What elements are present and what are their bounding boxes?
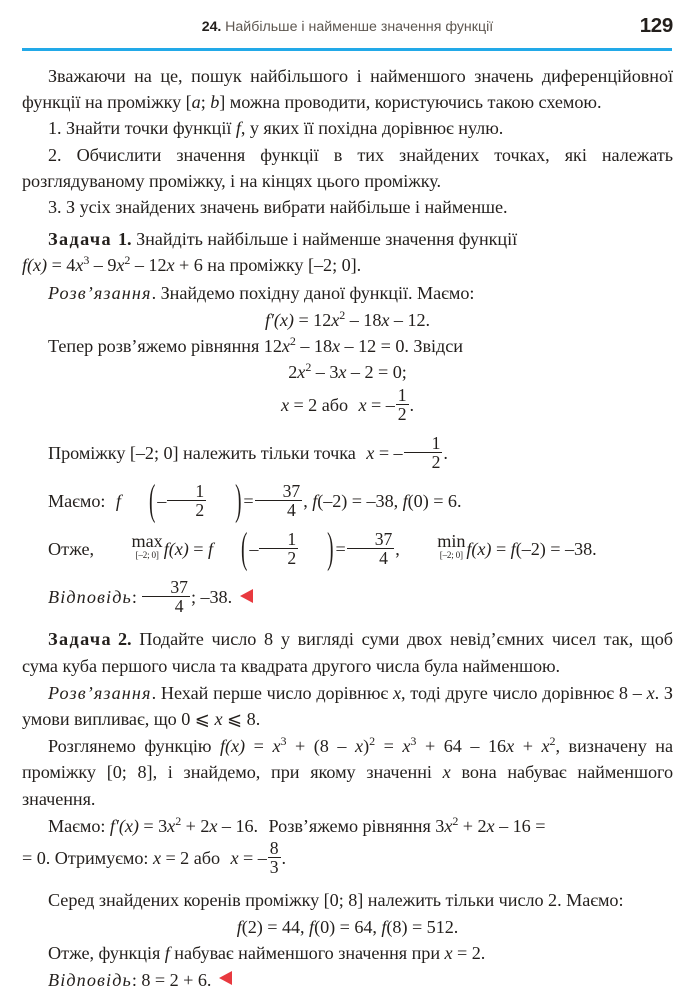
fn-eq: = 4 [51,255,76,276]
values-close-paren: ) [235,478,242,526]
max-operator [106,532,163,560]
t2-p1-pre: . Нехай перше число дорівнює [151,682,393,703]
fn-f: f [22,255,28,276]
task-2-solution-p3 [22,813,673,839]
fn-t2: – 12 [134,255,167,276]
step-1-var: f [235,118,241,139]
roots-frac-num: 1 [397,385,407,406]
task-1-values-line [22,478,673,526]
deriv-t1: – 18 [349,309,382,330]
concl-comma: , [395,539,400,560]
concl-pre: Отже, [48,539,95,560]
t2-p2-pow3: 3 [410,734,417,749]
t2-p3-t3: + 2 [458,815,487,836]
t2-val-f1: f [236,917,242,938]
task-1-answer-den: 4 [142,596,190,615]
concl-arg-den: 2 [259,548,298,567]
deriv-arg: (x) [273,309,294,330]
step-3-text: 3. З усіх знайдених значень вибрати найбільше і найменше. [48,197,508,218]
deriv-t2: – 12. [393,309,431,330]
page-number: 129 [639,14,673,37]
deriv-x2: x [381,309,390,330]
t2-p2-pre: Розглянемо функцію [48,736,220,757]
t2-p2-t4: + 64 – 16 [416,736,507,757]
task-1-heading [22,226,673,252]
t2-p2-x5: x [541,736,550,757]
t2-p1-tail: ⩽ 8. [222,709,261,730]
t2-p2-eq: = [253,736,273,757]
values-f2-arg: (–2) = –38, [317,491,403,512]
t2-p3-x5: x [152,847,161,868]
min-operator [411,532,465,560]
task-2-answer-value: : 8 = 2 + 6. [131,969,212,990]
quad-post: – 2 = 0; [346,362,407,383]
task-2-number: 2. [118,629,132,650]
task-2-heading [22,626,673,678]
values-arg-den: 2 [167,500,206,519]
intro-seg-1: Зважаючи на це, пошук найбільшого і найменшого значень диференційовної функції на проміжку [ [22,66,673,113]
task-2-solution-p4 [22,887,673,913]
concl-result-fraction [347,530,395,567]
concl-eq3: = [495,539,507,560]
interval-frac-den: 2 [404,452,443,471]
t2-p3-cont: = 0. Отримуємо: [22,847,153,868]
task-2-values-display [22,914,673,940]
t2-p3-frac-den: 3 [269,857,279,878]
intro-var-a: a [191,92,201,113]
roots-eq2: = – [371,395,395,416]
interval-pre: Проміжку [–2; 0] належить тільки точка [48,443,356,464]
task-1-function-line [22,252,673,278]
t2-p2-x6: x [442,762,451,783]
section-number: 24. [201,19,222,35]
min-op-label: min [437,530,466,551]
values-f3-arg: (0) = 6. [407,491,462,512]
task-1-solution-intro [22,280,673,306]
t2-p2-x3: x [402,736,411,757]
concl-eq2: = [335,539,346,560]
task-1-solution-period: . [151,282,161,303]
values-f: f [115,491,121,512]
t2-p2-t2: ) [363,736,370,757]
t2-val-f3: f [381,917,387,938]
intro-var-b: b [210,92,220,113]
t2-p2-t7: вона набуває найменшого значення. [22,762,673,809]
deriv-eq: = 12 [298,309,332,330]
quad-x2: x [338,362,347,383]
task-1-quadratic-display [22,359,673,385]
concl-result-den: 4 [347,548,395,567]
concl-f2: f [207,539,213,560]
t2-p3-t4: – 16 = [494,815,546,836]
values-pre: Маємо: [48,491,106,512]
fn-t1: – 9 [93,255,117,276]
task-1-answer-colon: : [131,587,137,608]
t2-p1-x2: x [646,682,655,703]
t2-concl-x: x [444,943,453,964]
roots-x2: x [358,395,367,416]
t2-p3-frac-num: 8 [269,838,279,859]
interval-x: x [366,443,375,464]
page-content [22,63,673,993]
section-title: Найбільше і найменше значення функції [225,19,494,35]
eqline-pre: Тепер розв’яжемо рівняння 12 [48,336,282,357]
t2-concl-pre: Отже, функція [48,943,165,964]
fn-pow1: 3 [83,253,90,268]
min-op-subscript: [–2; 0] [439,549,463,560]
t2-p2-pow4: 2 [549,734,556,749]
task-2-label: Задача [48,629,113,650]
t2-p2-t6: , визначену на проміжку [0; 8], і знайдемо, при якому значенні [22,736,674,783]
t2-p3-pre: Маємо: [48,815,110,836]
values-result-num: 37 [282,481,301,502]
concl-arg-num: 1 [287,529,297,550]
scheme-step-2 [22,142,673,194]
t2-val-f1-arg: (2) = 44, [241,917,310,938]
concl-f1: f [163,539,169,560]
values-arg-num: 1 [195,481,205,502]
values-f3: f [402,491,408,512]
t2-p4-text: Серед знайдених коренів проміжку [0; 8] належить тільки число 2. Маємо: [48,890,624,911]
fn-t3: + 6 [179,255,203,276]
fn-x2: x [116,255,125,276]
task-1-solution-label: Розв’язання [48,282,152,303]
t2-p2-f: f [220,736,226,757]
deriv-f: f [264,309,270,330]
answer-end-triangle-icon [240,589,253,603]
t2-p3-f-arg: (x) [118,815,139,836]
t2-p3-x4: x [486,815,495,836]
fn-x3: x [166,255,175,276]
values-f2: f [312,491,318,512]
roots-fraction [396,386,409,423]
concl-open-paren: ( [240,526,248,574]
deriv-x1: x [331,309,340,330]
task-2-answer-label: Відповідь [48,969,132,990]
intro-paragraph [22,63,673,115]
t2-p3-pow2: 2 [452,813,459,828]
values-result-fraction [255,482,303,519]
intro-semicolon: ; [200,92,211,113]
header-inner [22,14,673,43]
values-arg-fraction [167,482,206,519]
task-1-answer-tail: ; –38. [190,587,233,608]
t2-p3-x1: x [167,815,176,836]
values-result-den: 4 [255,500,303,519]
task-2-solution-p3-cont [22,839,673,876]
concl-f1-arg: (x) [168,539,189,560]
concl-f4: f [510,539,516,560]
intro-seg-2: ] можна проводити, користуючись такою схемою. [219,92,602,113]
quad-pow1: 2 [305,360,312,375]
fn-pow2: 2 [124,253,131,268]
task-2-solution-label: Розв’язання [48,682,152,703]
eqline-post: – 12 = 0. Звідси [340,336,463,357]
task-1-roots-display [22,386,673,423]
t2-p3-pow1: 2 [175,813,182,828]
deriv-prime: ′ [269,309,274,330]
values-arg-sign: – [157,491,167,512]
eqline-x1: x [281,336,290,357]
t2-p2-pow1: 3 [280,734,287,749]
task-2-statement: Подайте число 8 у вигляді суми двох невід’ємних чисел так, щоб сума куба першого числа та квадрата другого числа була найменшою. [22,629,673,676]
t2-p1-x1: x [392,682,401,703]
header-rule-divider [22,48,672,51]
roots-dot: . [409,395,415,416]
roots-x1: x [280,395,289,416]
concl-f4-arg: (–2) = –38. [515,539,597,560]
values-eq: = [243,491,254,512]
concl-result-num: 37 [374,529,393,550]
t2-p1-mid: , тоді друге число дорівнює 8 – [401,682,647,703]
t2-p2-x1: x [272,736,281,757]
max-op-label: max [131,530,163,551]
t2-p3-x3: x [444,815,453,836]
task-2-solution-p2 [22,733,673,812]
eqline-mid: – 18 [295,336,332,357]
task-1-statement: Знайдіть найбільше і найменше значення функції [136,229,518,250]
task-2-solution-p1 [22,680,673,732]
concl-eq1: = [193,539,204,560]
task-1-number: 1. [118,229,132,250]
answer-end-triangle-icon-2 [219,971,232,985]
interval-eq: = – [378,443,403,464]
t2-p3-t1: + 2 [181,815,210,836]
task-1-equation-line [22,333,673,359]
t2-p3-t2: – 16. [217,815,259,836]
concl-arg-fraction [259,530,298,567]
t2-p1-post: . З умови випливає, що 0 ⩽ [22,682,673,730]
roots-frac-den: 2 [397,404,407,425]
task-1-derivative-display [22,307,673,333]
t2-concl-mid: набуває найменшого значення при [169,943,445,964]
fn-x1: x [75,255,84,276]
step-2-text: 2. Обчислити значення функції в тих знайдених точках, які належать розглядуваному проміжку, і на кінцях цього проміжку. [22,144,673,191]
t2-p2-t5: + [514,736,542,757]
t2-p1-x3: x [214,709,223,730]
task-1-label: Задача [48,229,113,250]
concl-f3: f [466,539,472,560]
task-1-answer-num: 37 [170,577,188,598]
t2-p3-mid: Розв’яжемо рівняння 3 [268,815,445,836]
task-1-interval-line [22,434,673,471]
values-open-paren: ( [148,478,156,526]
t2-p3-dot: . [281,847,287,868]
eqline-x2: x [332,336,341,357]
concl-arg-sign: – [249,539,259,560]
scheme-step-1 [22,115,673,141]
task-2-conclusion-line [22,940,673,966]
t2-p2-pow2: 2 [369,734,376,749]
step-1-text-b: , у яких її похідна дорівнює нулю. [240,118,504,139]
interval-frac-num: 1 [431,433,441,454]
t2-p3-eq2: = – [243,847,267,868]
t2-val-f2-arg: (0) = 64, [314,917,382,938]
task-2-answer-line [22,967,673,993]
task-1-conclusion-line [22,526,673,574]
deriv-pow1: 2 [339,307,346,322]
eqline-pow1: 2 [289,333,296,348]
roots-first: = 2 або [293,395,348,416]
t2-concl-post: = 2. [452,943,486,964]
t2-p2-f-arg: (x) [225,736,246,757]
t2-p2-x4: x [506,736,515,757]
t2-p3-x2: x [209,815,218,836]
t2-p3-t5: = 2 або [165,847,220,868]
running-head-title [22,17,673,37]
quad-mid: – 3 [311,362,339,383]
t2-p2-x2: x [355,736,364,757]
task-1-solution-text: Знайдемо похідну даної функції. Маємо: [160,282,475,303]
t2-p3-fraction [268,839,281,876]
t2-p3-f: f [109,815,115,836]
task-1-answer-label: Відповідь [48,587,132,608]
values-rest-a: , [303,491,313,512]
task-1-answer-line [22,578,673,615]
t2-concl-f: f [164,943,170,964]
t2-val-f2: f [309,917,315,938]
scheme-step-3 [22,194,673,220]
t2-p3-eq: = 3 [143,815,168,836]
t2-p2-t1: + (8 – [286,736,356,757]
task-1-answer-fraction [142,578,190,615]
quad-x1: x [297,362,306,383]
t2-p3-x6: x [230,847,239,868]
quad-a: 2 [288,362,298,383]
step-1-text-a: 1. Знайти точки функції [48,118,236,139]
fn-tail: на проміжку [–2; 0]. [207,255,362,276]
interval-fraction [404,434,443,471]
page-header [0,0,695,52]
t2-p3-prime: ′ [114,815,119,836]
concl-close-paren: ) [327,526,334,574]
max-op-subscript: [–2; 0] [135,549,159,560]
t2-val-f3-arg: (8) = 512. [386,917,459,938]
t2-p2-t3: = [375,736,403,757]
fn-arg: (x) [27,255,48,276]
interval-dot: . [443,443,448,464]
concl-f3-arg: (x) [471,539,492,560]
